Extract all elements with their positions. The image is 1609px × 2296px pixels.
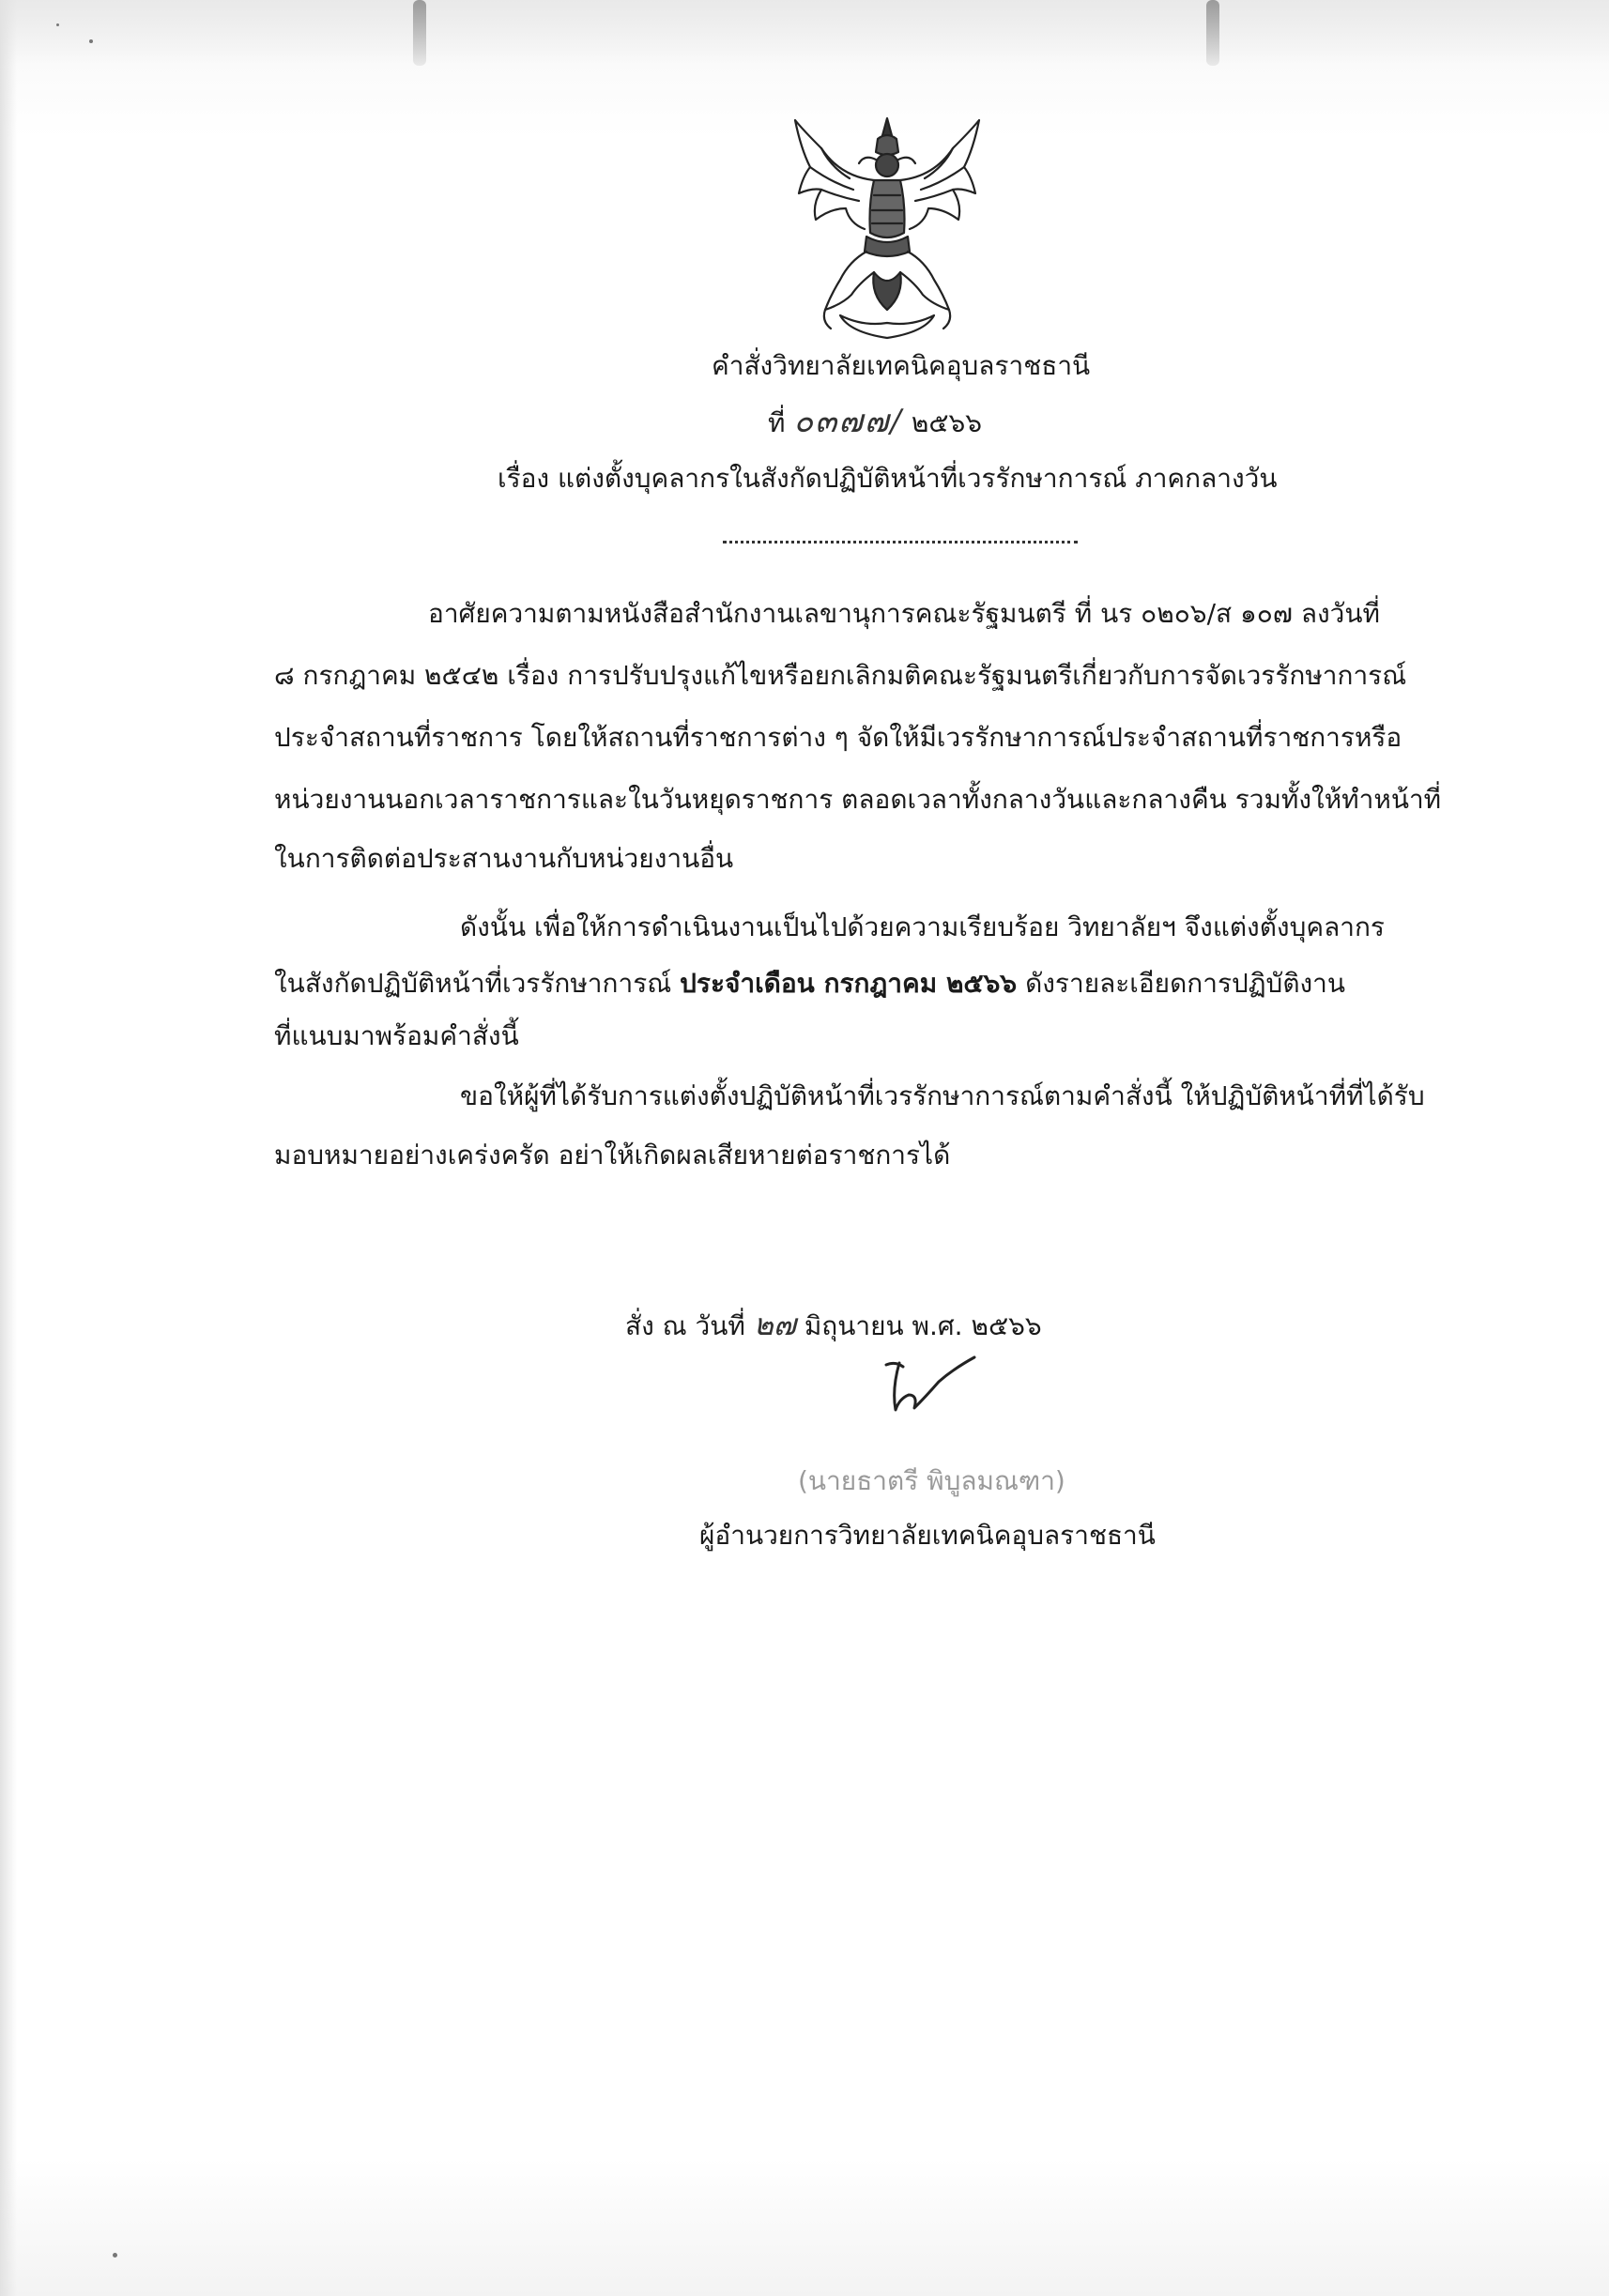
- order-number-handwritten: ๐๓๗๗/: [793, 403, 903, 440]
- scan-shadow-top: [0, 0, 1609, 66]
- signer-name: (นายธาตรี พิบูลมณฑา): [798, 1465, 1065, 1496]
- paragraph-2-line: ดังนั้น เพื่อให้การดำเนินงานเป็นไปด้วยความเรียบร้อย วิทยาลัยฯ จึงแต่งตั้งบุคลากร: [460, 911, 1385, 942]
- paragraph-2-text: ดังรายละเอียดการปฏิบัติงาน: [1017, 968, 1346, 999]
- paragraph-1-line: ประจำสถานที่ราชการ โดยให้สถานที่ราชการต่าง ๆ จัดให้มีเวรรักษาการณ์ประจำสถานที่ราชการหรือ: [274, 722, 1402, 753]
- order-title: คำสั่งวิทยาลัยเทคนิคอุบลราชธานี: [712, 350, 1091, 381]
- paragraph-2-line: [274, 967, 1345, 1001]
- paragraph-2-text: ในสังกัดปฏิบัติหน้าที่เวรรักษาการณ์: [274, 968, 681, 999]
- scan-shadow-left: [0, 0, 17, 2296]
- paragraph-1-line: อาศัยความตามหนังสือสำนักงานเลขานุการคณะรัฐมนตรี ที่ นร ๐๒๐๖/ส ๑๐๗ ลงวันที่: [428, 598, 1380, 629]
- signer-position: ผู้อำนวยการวิทยาลัยเทคนิคอุบลราชธานี: [699, 1520, 1156, 1551]
- order-number: [768, 405, 982, 440]
- paragraph-1-line: ๘ กรกฎาคม ๒๕๔๒ เรื่อง การปรับปรุงแก้ไขหรือยกเลิกมติคณะรัฐมนตรีเกี่ยวกับการจัดเวรรักษาการณ์: [274, 660, 1407, 691]
- order-subject: เรื่อง แต่งตั้งบุคลากรในสังกัดปฏิบัติหน้าที่เวรรักษาการณ์ ภาคกลางวัน: [498, 463, 1278, 494]
- handwritten-signature: [871, 1344, 984, 1429]
- paragraph-1-line: ในการติดต่อประสานงานกับหน่วยงานอื่น: [274, 843, 734, 874]
- order-number-year: ๒๕๖๖: [911, 407, 983, 438]
- garuda-emblem-icon: [784, 111, 990, 350]
- issue-date-rest: มิถุนายน พ.ศ. ๒๕๖๖: [804, 1310, 1042, 1341]
- dotted-divider: [723, 541, 1078, 543]
- issue-date-prefix: สั่ง ณ วันที่: [625, 1310, 745, 1341]
- order-number-prefix: ที่: [768, 407, 786, 438]
- paragraph-1-line: หน่วยงานนอกเวลาราชการและในวันหยุดราชการ ตลอดเวลาทั้งกลางวันและกลางคืน รวมทั้งให้ทำหน้าที่: [274, 784, 1442, 815]
- issue-date: [625, 1308, 1042, 1343]
- paragraph-2-month-bold: ประจำเดือน กรกฎาคม ๒๕๖๖: [680, 968, 1018, 999]
- scan-speck: [89, 39, 93, 43]
- scan-smudge: [413, 0, 426, 66]
- paragraph-3-line: มอบหมายอย่างเคร่งครัด อย่าให้เกิดผลเสียหายต่อราชการได้: [274, 1140, 951, 1171]
- paragraph-2-line: ที่แนบมาพร้อมคำสั่งนี้: [274, 1020, 519, 1051]
- scan-speck: [113, 2253, 117, 2258]
- paragraph-3-line: ขอให้ผู้ที่ได้รับการแต่งตั้งปฏิบัติหน้าที่เวรรักษาการณ์ตามคำสั่งนี้ ให้ปฏิบัติหน้าที่ที่ได้รับ: [460, 1080, 1425, 1111]
- scan-smudge: [1206, 0, 1219, 66]
- scan-speck: [56, 23, 59, 26]
- issue-date-day-handwritten: ๒๗: [753, 1307, 796, 1342]
